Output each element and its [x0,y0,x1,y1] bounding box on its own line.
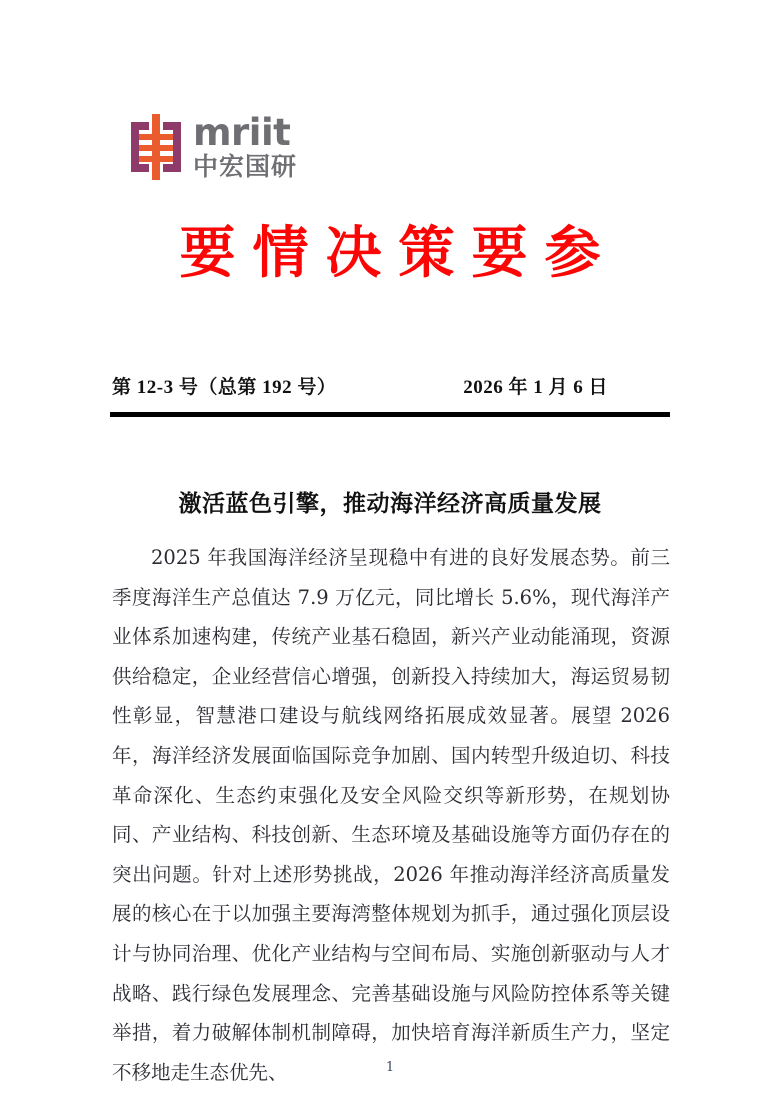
logo-bar-3 [139,156,173,162]
article-paragraph: 2025 年我国海洋经济呈现稳中有进的良好发展态势。前三季度海洋生产总值达 7.9 万亿元，同比增长 5.6%，现代海洋产业体系加速构建，传统产业基石稳固，新兴产业动能涌现，资源供给稳定，企业经营信心增强，创新投入持续加大，海运贸易韧性彰显，智慧港口建设与航线网络拓展成效显著。展望 2026 年，海洋经济发展面临国际竞争加剧、国内转型升级迫切、科技革命深化、生态约束强化及安全风险交织等新形势，在规划协同、产业结构、科技创新、生态环境及基础设施等方面仍存在的突出问题。针对上述形势挑战，2026 年推动海洋经济高质量发展的核心在于以加强主要海湾整体规划为抓手，通过强化顶层设计与协同治理、优化产业结构与空间布局、实施创新驱动与人才战略、践行绿色发展理念、完善基础设施与风险防控体系等关键举措，着力破解体制机制障碍，加快培育海洋新质生产力，坚定不移地走生态优先、 [112,546,670,1084]
masthead-divider [110,412,670,417]
logo-chinese-text: 中宏国研 [193,151,298,181]
publisher-logo [128,111,298,181]
logo-bar-1 [139,134,173,140]
article-body [112,538,670,1092]
page-number: 1 [385,1060,395,1075]
issue-date: 2026 年 1 月 6 日 [463,377,608,398]
issue-number: 第 12-3 号（总第 192 号） [112,377,337,398]
issue-line [112,372,668,399]
logo-wordmark [193,111,298,181]
page-title: 激活蓝色引擎，推动海洋经济高质量发展 [178,490,602,518]
masthead-title: 要情决策要参 [179,221,618,286]
logo-latin-text: mriit [193,111,291,155]
logo-bar-2 [139,145,173,151]
seal-mark-icon [128,114,184,180]
